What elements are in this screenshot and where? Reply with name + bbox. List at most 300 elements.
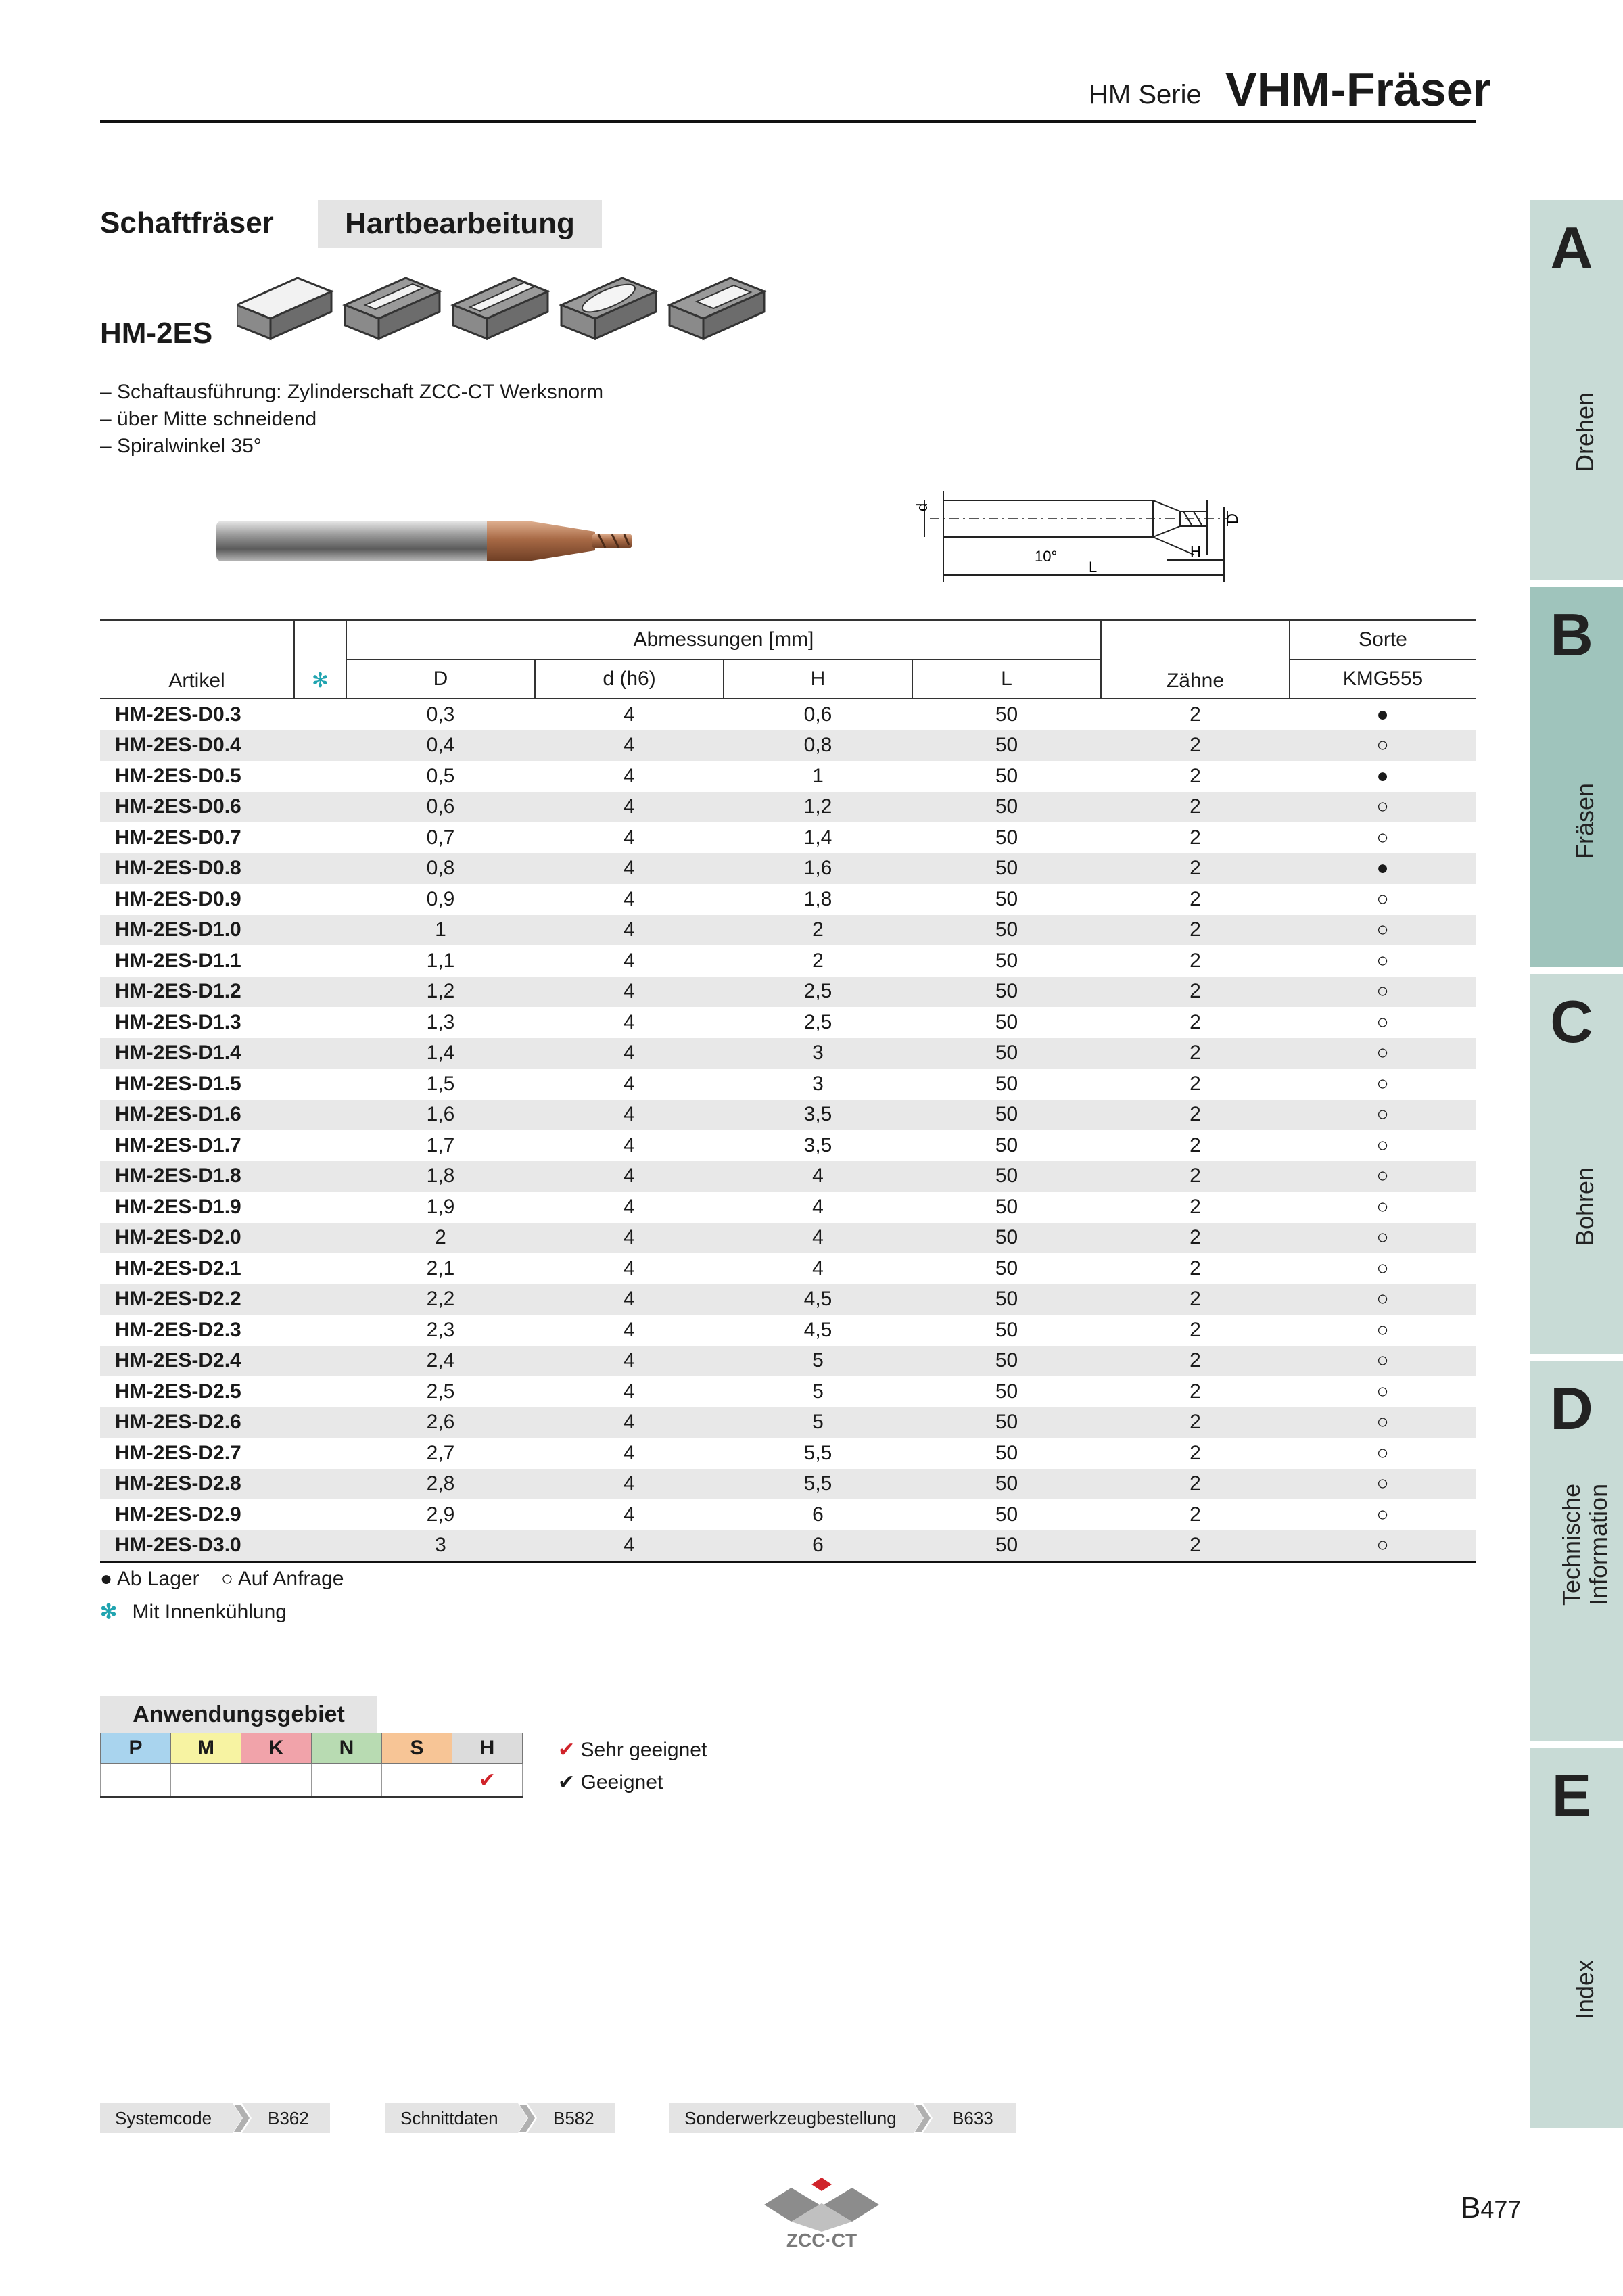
artikel-cell: HM-2ES-D2.4 — [100, 1346, 294, 1377]
d-cell: 4 — [535, 1223, 724, 1254]
on-request-legend: ○ Auf Anfrage — [220, 1568, 344, 1590]
suitability-m — [171, 1764, 241, 1798]
ref-page: B582 — [553, 2108, 594, 2128]
zaehne-cell: 2 — [1101, 977, 1290, 1008]
D-cell: 1,4 — [346, 1038, 535, 1069]
L-cell: 50 — [912, 1407, 1101, 1438]
ref-label: Systemcode — [115, 2108, 212, 2128]
stock-cell: ○ — [1376, 1195, 1389, 1218]
tab-letter: A — [1550, 214, 1593, 281]
artikel-cell: HM-2ES-D1.2 — [100, 977, 294, 1008]
table-row — [100, 884, 1476, 915]
D-cell: 2,9 — [426, 1503, 455, 1526]
L-cell: 50 — [912, 1223, 1101, 1254]
table-row — [100, 1469, 1476, 1500]
zaehne-cell: 2 — [1101, 1407, 1290, 1438]
artikel-cell: HM-2ES-D1.6 — [100, 1100, 294, 1131]
tab-technische-information[interactable] — [1530, 1361, 1623, 1741]
suitability-p — [101, 1764, 171, 1798]
tab-fraesen[interactable] — [1530, 587, 1623, 967]
H-cell: 1,6 — [724, 853, 912, 885]
stock-cell: ○ — [1290, 1469, 1476, 1500]
stock-cell: ○ — [1290, 1407, 1476, 1438]
col-artikel: Artikel — [100, 620, 294, 699]
zaehne-cell: 2 — [1190, 1010, 1201, 1033]
stock-cell: ○ — [1290, 1530, 1476, 1562]
H-cell: 4 — [812, 1195, 824, 1218]
L-cell: 50 — [912, 1038, 1101, 1069]
coolant-cell — [294, 915, 346, 946]
artikel-cell: HM-2ES-D0.6 — [100, 792, 294, 823]
coolant-cell — [294, 884, 346, 915]
coolant-icon: ✻ — [100, 1601, 118, 1623]
table-row — [100, 1499, 1476, 1530]
coolant-legend-text: Mit Innenkühlung — [132, 1601, 287, 1623]
coolant-cell — [294, 1038, 346, 1069]
zcc-ct-logo — [764, 2164, 879, 2252]
table-row — [100, 822, 1476, 853]
table-row — [100, 1284, 1476, 1315]
D-cell: 0,9 — [426, 887, 455, 910]
category-tag: Hartbearbeitung — [318, 200, 602, 248]
coolant-cell — [294, 1499, 346, 1530]
legend-very-suitable — [558, 1738, 707, 1762]
D-cell: 0,3 — [426, 703, 455, 726]
D-cell: 1,2 — [346, 977, 535, 1008]
stock-cell: ○ — [1290, 792, 1476, 823]
zaehne-cell: 2 — [1190, 703, 1201, 726]
artikel-cell: HM-2ES-D1.5 — [115, 1072, 241, 1095]
zaehne-cell: 2 — [1190, 1441, 1201, 1464]
D-cell: 0,8 — [346, 853, 535, 885]
artikel-cell: HM-2ES-D1.1 — [115, 949, 241, 972]
ref-sonderwerkzeug[interactable] — [669, 2103, 1016, 2133]
D-cell: 2,8 — [346, 1469, 535, 1500]
d-cell: 4 — [624, 1441, 635, 1464]
stock-cell: ● — [1290, 853, 1476, 885]
D-cell: 1,7 — [426, 1133, 455, 1156]
D-cell: 1,6 — [346, 1100, 535, 1131]
tab-letter: E — [1551, 1762, 1592, 1829]
table-row — [100, 1161, 1476, 1192]
artikel-cell: HM-2ES-D2.8 — [100, 1469, 294, 1500]
coolant-cell — [294, 1069, 346, 1100]
tab-drehen[interactable] — [1530, 200, 1623, 580]
coolant-cell — [294, 1130, 346, 1161]
stock-cell: ○ — [1290, 1223, 1476, 1254]
logo-text: ZCC·CT — [786, 2230, 857, 2251]
zaehne-cell: 2 — [1101, 792, 1290, 823]
stock-cell: ○ — [1376, 1503, 1389, 1526]
artikel-cell: HM-2ES-D1.0 — [100, 915, 294, 946]
L-cell: 50 — [912, 730, 1101, 762]
d-cell: 4 — [624, 949, 635, 972]
d-cell: 4 — [624, 1257, 635, 1280]
H-cell: 1,2 — [724, 792, 912, 823]
coolant-cell — [294, 1407, 346, 1438]
material-group-h: H — [452, 1733, 523, 1764]
artikel-cell: HM-2ES-D2.3 — [115, 1318, 241, 1341]
suitability-s — [382, 1764, 452, 1798]
stock-legend — [100, 1568, 344, 1591]
zaehne-cell: 2 — [1190, 1195, 1201, 1218]
zaehne-cell: 2 — [1190, 1318, 1201, 1341]
page-prefix: B — [1461, 2191, 1481, 2224]
feature-item: – Schaftausführung: Zylinderschaft ZCC-CT Werksnorm — [100, 381, 604, 403]
tab-letter: C — [1550, 988, 1593, 1055]
stock-cell: ○ — [1290, 1100, 1476, 1131]
D-cell: 2,2 — [346, 1284, 535, 1315]
artikel-cell: HM-2ES-D2.2 — [100, 1284, 294, 1315]
coolant-cell — [294, 1438, 346, 1469]
D-cell: 1,8 — [346, 1161, 535, 1192]
H-cell: 5,5 — [803, 1441, 832, 1464]
ref-label: Schnittdaten — [400, 2108, 498, 2128]
H-cell: 1,4 — [803, 826, 832, 849]
d-cell: 4 — [535, 977, 724, 1008]
artikel-cell: HM-2ES-D0.9 — [115, 887, 241, 910]
d-cell: 4 — [535, 853, 724, 885]
stock-cell: ○ — [1376, 1318, 1389, 1341]
artikel-cell: HM-2ES-D1.7 — [115, 1133, 241, 1156]
material-group-m: M — [171, 1733, 241, 1764]
H-cell: 2,5 — [803, 1010, 832, 1033]
stock-cell: ○ — [1376, 1441, 1389, 1464]
H-cell: 2 — [724, 915, 912, 946]
H-cell: 4,5 — [803, 1318, 832, 1341]
table-row — [100, 853, 1476, 885]
stock-cell: ● — [1376, 703, 1389, 726]
product-code: HM-2ES — [100, 317, 213, 350]
coolant-cell — [294, 977, 346, 1008]
L-cell: 50 — [995, 1441, 1018, 1464]
table-row — [100, 1376, 1476, 1407]
tool-drawing — [910, 487, 1261, 582]
L-cell: 50 — [995, 1133, 1018, 1156]
L-cell: 50 — [995, 764, 1018, 787]
stock-cell: ○ — [1290, 730, 1476, 762]
D-cell: 0,7 — [426, 826, 455, 849]
D-cell: 2,7 — [426, 1441, 455, 1464]
table-row — [100, 1223, 1476, 1254]
flat-block-icon — [237, 278, 331, 339]
table-row — [100, 1007, 1476, 1038]
L-cell: 50 — [995, 1257, 1018, 1280]
H-cell: 2,5 — [724, 977, 912, 1008]
suitability-h: ✔ — [452, 1764, 523, 1798]
zaehne-cell: 2 — [1101, 1038, 1290, 1069]
dim-d-label: d — [914, 502, 931, 511]
artikel-cell: HM-2ES-D1.3 — [115, 1010, 241, 1033]
material-group-n: N — [312, 1733, 382, 1764]
d-cell: 4 — [624, 1072, 635, 1095]
table-row — [100, 1038, 1476, 1069]
tab-label: Bohren — [1571, 1167, 1599, 1246]
stock-cell: ○ — [1290, 1284, 1476, 1315]
tab-label: Index — [1571, 1959, 1599, 2019]
zaehne-cell: 2 — [1101, 1346, 1290, 1377]
dimensions-group-header: Abmessungen [mm] — [346, 620, 1101, 659]
coolant-cell — [294, 853, 346, 885]
d-cell: 4 — [535, 730, 724, 762]
material-group-p: P — [101, 1733, 171, 1764]
L-cell: 50 — [995, 1380, 1018, 1403]
page-title: VHM-Fräser — [1225, 63, 1491, 116]
d-cell: 4 — [624, 1133, 635, 1156]
d-cell: 4 — [624, 826, 635, 849]
zaehne-cell: 2 — [1101, 1100, 1290, 1131]
open-pocket-block-icon — [669, 278, 764, 339]
L-cell: 50 — [995, 887, 1018, 910]
slot-block-icon — [345, 278, 440, 339]
artikel-cell: HM-2ES-D2.7 — [115, 1441, 241, 1464]
L-cell: 50 — [995, 949, 1018, 972]
workpiece-shapes — [237, 268, 778, 349]
tab-label: Technische Information — [1557, 1483, 1612, 1606]
material-group-k: K — [241, 1733, 312, 1764]
H-cell: 4 — [724, 1223, 912, 1254]
col-D: D — [346, 659, 535, 699]
L-cell: 50 — [912, 1469, 1101, 1500]
tab-letter: B — [1550, 601, 1593, 668]
H-cell: 3 — [812, 1072, 824, 1095]
tab-letter: D — [1550, 1375, 1593, 1442]
ref-page: B362 — [268, 2108, 309, 2128]
H-cell: 4 — [724, 1161, 912, 1192]
H-cell: 6 — [724, 1530, 912, 1562]
ref-page: B633 — [952, 2108, 993, 2128]
stock-cell: ○ — [1376, 1257, 1389, 1280]
table-row — [100, 1407, 1476, 1438]
artikel-cell: HM-2ES-D2.9 — [115, 1503, 241, 1526]
d-cell: 4 — [535, 1284, 724, 1315]
D-cell: 2 — [346, 1223, 535, 1254]
coolant-cell — [294, 1161, 346, 1192]
artikel-cell: HM-2ES-D2.0 — [100, 1223, 294, 1254]
L-cell: 50 — [912, 1346, 1101, 1377]
table-row — [100, 792, 1476, 823]
d-cell: 4 — [624, 764, 635, 787]
zaehne-cell: 2 — [1190, 1503, 1201, 1526]
table-row — [100, 977, 1476, 1008]
ref-schnittdaten[interactable] — [385, 2103, 615, 2133]
d-cell: 4 — [624, 1010, 635, 1033]
zaehne-cell: 2 — [1190, 764, 1201, 787]
suitability-k — [241, 1764, 312, 1798]
tab-bohren[interactable] — [1530, 974, 1623, 1354]
zaehne-cell: 2 — [1101, 1161, 1290, 1192]
coolant-cell — [294, 1253, 346, 1284]
table-row — [100, 699, 1476, 730]
zaehne-cell: 2 — [1101, 1223, 1290, 1254]
coolant-cell — [294, 761, 346, 792]
L-cell: 50 — [912, 1161, 1101, 1192]
col-d: d (h6) — [535, 659, 724, 699]
H-cell: 2 — [812, 949, 824, 972]
d-cell: 4 — [535, 1530, 724, 1562]
sorte-header: Sorte — [1290, 620, 1476, 659]
H-cell: 3,5 — [724, 1100, 912, 1131]
artikel-cell: HM-2ES-D1.4 — [100, 1038, 294, 1069]
coolant-cell — [294, 1100, 346, 1131]
zaehne-cell: 2 — [1190, 1380, 1201, 1403]
artikel-cell: HM-2ES-D2.6 — [100, 1407, 294, 1438]
zaehne-cell: 2 — [1101, 853, 1290, 885]
D-cell: 1,1 — [426, 949, 455, 972]
tab-label: Fräsen — [1571, 782, 1599, 859]
legend-suitable-text: Geeignet — [580, 1771, 663, 1794]
table-row — [100, 730, 1476, 762]
table-row — [100, 1315, 1476, 1346]
D-cell: 0,4 — [346, 730, 535, 762]
suitability-n — [312, 1764, 382, 1798]
artikel-cell: HM-2ES-D1.8 — [100, 1161, 294, 1192]
dim-H-label: H — [1190, 543, 1201, 560]
d-cell: 4 — [535, 1407, 724, 1438]
artikel-cell: HM-2ES-D0.4 — [100, 730, 294, 762]
d-cell: 4 — [535, 1100, 724, 1131]
zaehne-cell: 2 — [1101, 915, 1290, 946]
page-num: 477 — [1480, 2195, 1522, 2223]
coolant-cell — [294, 1315, 346, 1346]
category-title: Schaftfräser — [100, 206, 274, 239]
stock-cell: ○ — [1376, 1072, 1389, 1095]
H-cell: 0,8 — [724, 730, 912, 762]
D-cell: 3 — [346, 1530, 535, 1562]
chevron-right-icon — [229, 2103, 256, 2133]
H-cell: 1,8 — [803, 887, 832, 910]
coolant-cell — [294, 1284, 346, 1315]
spec-table — [100, 619, 1476, 1563]
artikel-cell: HM-2ES-D3.0 — [100, 1530, 294, 1562]
L-cell: 50 — [912, 977, 1101, 1008]
table-row — [100, 1253, 1476, 1284]
table-row — [100, 1100, 1476, 1131]
coolant-cell — [294, 1007, 346, 1038]
series-label: HM Serie — [1089, 80, 1202, 110]
zaehne-cell: 2 — [1190, 887, 1201, 910]
zaehne-cell: 2 — [1101, 1469, 1290, 1500]
d-cell: 4 — [535, 1346, 724, 1377]
L-cell: 50 — [995, 1010, 1018, 1033]
artikel-cell: HM-2ES-D0.8 — [100, 853, 294, 885]
stock-cell: ○ — [1290, 915, 1476, 946]
d-cell: 4 — [624, 1195, 635, 1218]
L-cell: 50 — [995, 1072, 1018, 1095]
H-cell: 6 — [812, 1503, 824, 1526]
legend-very-text: Sehr geeignet — [580, 1739, 707, 1761]
col-grade: KMG555 — [1290, 659, 1476, 699]
artikel-cell: HM-2ES-D0.3 — [115, 703, 241, 726]
d-cell: 4 — [624, 1503, 635, 1526]
table-row — [100, 1530, 1476, 1562]
tab-index[interactable] — [1530, 1748, 1623, 2128]
application-table — [100, 1733, 523, 1798]
feature-item: – über Mitte schneidend — [100, 408, 317, 430]
ref-systemcode[interactable] — [100, 2103, 330, 2133]
coolant-cell — [294, 1346, 346, 1377]
table-row — [100, 1192, 1476, 1223]
stock-cell: ○ — [1376, 949, 1389, 972]
artikel-cell: HM-2ES-D1.9 — [115, 1195, 241, 1218]
stock-cell: ○ — [1290, 977, 1476, 1008]
H-cell: 4,5 — [724, 1284, 912, 1315]
table-row — [100, 1346, 1476, 1377]
table-row — [100, 1438, 1476, 1469]
L-cell: 50 — [995, 1318, 1018, 1341]
coolant-cell — [294, 822, 346, 853]
stock-cell: ○ — [1290, 1161, 1476, 1192]
ref-label: Sonderwerkzeugbestellung — [684, 2108, 897, 2128]
d-cell: 4 — [535, 915, 724, 946]
artikel-cell: HM-2ES-D0.5 — [115, 764, 241, 787]
dim-D-label: D — [1224, 513, 1241, 524]
d-cell: 4 — [535, 1161, 724, 1192]
coolant-cell — [294, 1530, 346, 1562]
zaehne-cell: 2 — [1190, 1257, 1201, 1280]
table-row — [100, 761, 1476, 792]
L-cell: 50 — [912, 915, 1101, 946]
legend-suitable — [558, 1771, 663, 1794]
d-cell: 4 — [624, 703, 635, 726]
L-cell: 50 — [995, 826, 1018, 849]
L-cell: 50 — [912, 853, 1101, 885]
H-cell: 1 — [812, 764, 824, 787]
application-title: Anwendungsgebiet — [100, 1696, 377, 1733]
H-cell: 4 — [812, 1257, 824, 1280]
H-cell: 5 — [724, 1346, 912, 1377]
coolant-cell — [294, 1469, 346, 1500]
H-cell: 5 — [724, 1407, 912, 1438]
D-cell: 2,5 — [426, 1380, 455, 1403]
L-cell: 50 — [995, 1503, 1018, 1526]
D-cell: 1,5 — [426, 1072, 455, 1095]
d-cell: 4 — [535, 1469, 724, 1500]
D-cell: 0,6 — [346, 792, 535, 823]
tool-photo — [216, 500, 649, 582]
L-cell: 50 — [995, 703, 1018, 726]
d-cell: 4 — [535, 792, 724, 823]
coolant-legend — [100, 1600, 287, 1624]
H-cell: 5,5 — [724, 1469, 912, 1500]
L-cell: 50 — [912, 792, 1101, 823]
zaehne-cell: 2 — [1190, 949, 1201, 972]
H-cell: 3 — [724, 1038, 912, 1069]
zaehne-cell: 2 — [1190, 826, 1201, 849]
L-cell: 50 — [912, 1530, 1101, 1562]
d-cell: 4 — [624, 887, 635, 910]
coolant-cell — [294, 945, 346, 977]
feature-list — [100, 379, 603, 460]
check-red-icon: ✔ — [558, 1739, 575, 1761]
tab-label: Drehen — [1571, 392, 1599, 472]
chevron-right-icon — [910, 2103, 937, 2133]
feature-item: – Spiralwinkel 35° — [100, 435, 262, 457]
L-cell: 50 — [912, 1100, 1101, 1131]
d-cell: 4 — [624, 1318, 635, 1341]
table-row — [100, 1069, 1476, 1100]
table-row — [100, 915, 1476, 946]
stock-cell: ● — [1376, 764, 1389, 787]
d-cell: 4 — [624, 1380, 635, 1403]
stock-cell: ○ — [1290, 1346, 1476, 1377]
zaehne-cell: 2 — [1101, 730, 1290, 762]
in-stock-legend: ● Ab Lager — [100, 1568, 199, 1590]
H-cell: 3,5 — [803, 1133, 832, 1156]
zaehne-cell: 2 — [1190, 1072, 1201, 1095]
D-cell: 1,9 — [426, 1195, 455, 1218]
material-group-s: S — [382, 1733, 452, 1764]
